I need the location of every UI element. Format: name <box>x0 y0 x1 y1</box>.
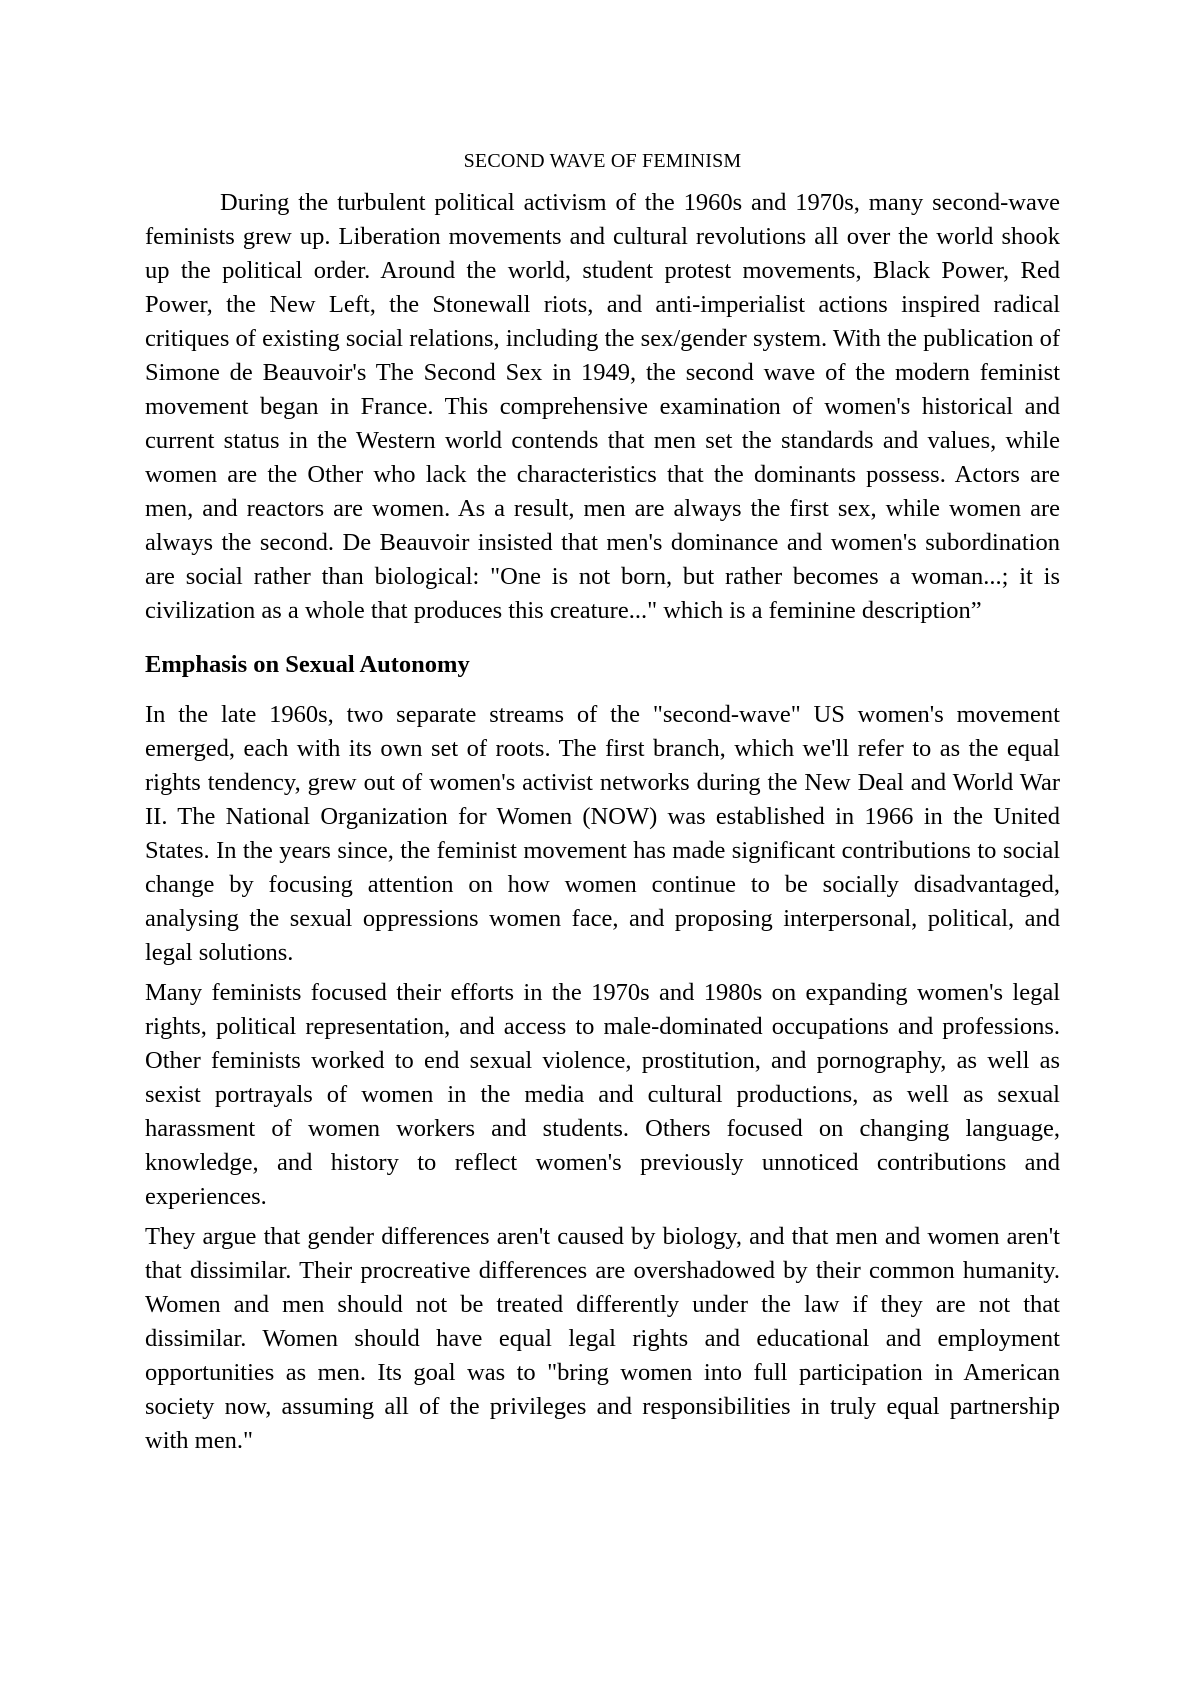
document-body <box>145 144 1060 1458</box>
document-title: SECOND WAVE OF FEMINISM <box>463 150 742 172</box>
section-paragraph-2: Many feminists focused their efforts in the 1970s and 1980s on expanding women's legal rights, political representation, and access to male-dominated occupations and professions. Other feminists worked to end sexual violence, prostitution, and pornography, as well as sexist portrayals of women in the media and cultural productions, as well as sexual harassment of women workers and students. Others focused on changing language, knowledge, and history to reflect women's previously unnoticed contributions and experiences. <box>145 979 1060 1210</box>
intro-paragraph: During the turbulent political activism of the 1960s and 1970s, many second-wave feminists grew up. Liberation movements and cultural revolutions all over the world shook up the political order. Around the world, student protest movements, Black Power, Red Power, the New Left, the Stonewall riots, and anti-imperialist actions inspired radical critiques of existing social relations, including the sex/gender system. With the publication of Simone de Beauvoir's The Second Sex in 1949, the second wave of the modern feminist movement began in France. This comprehensive examination of women's historical and current status in the Western world contends that men set the standards and values, while women are the Other who lack the characteristics that the dominants possess. Actors are men, and reactors are women. As a result, men are always the first sex, while women are always the second. De Beauvoir insisted that men's dominance and women's subordination are social rather than biological: "One is not born, but rather becomes a woman...; it is civilization as a whole that produces this creature..." which is a feminine description” <box>145 189 1060 624</box>
section-paragraph-3: They argue that gender differences aren't caused by biology, and that men and women aren't that dissimilar. Their procreative differences are overshadowed by their common humanity. Women and men should not be treated differently under the law if they are not that dissimilar. Women should have equal legal rights and educational and employment opportunities as men. Its goal was to "bring women into full participation in American society now, assuming all of the privileges and responsibilities in truly equal partnership with men." <box>145 1223 1060 1454</box>
section-paragraph-1: In the late 1960s, two separate streams of the "second-wave" US women's movement emerged, each with its own set of roots. The first branch, which we'll refer to as the equal rights tendency, grew out of women's activist networks during the New Deal and World War II. The National Organization for Women (NOW) was established in 1966 in the United States. In the years since, the feminist movement has made significant contributions to social change by focusing attention on how women continue to be socially disadvantaged, analysing the sexual oppressions women face, and proposing interpersonal, political, and legal solutions. <box>145 701 1060 966</box>
section-heading: Emphasis on Sexual Autonomy <box>145 651 470 678</box>
